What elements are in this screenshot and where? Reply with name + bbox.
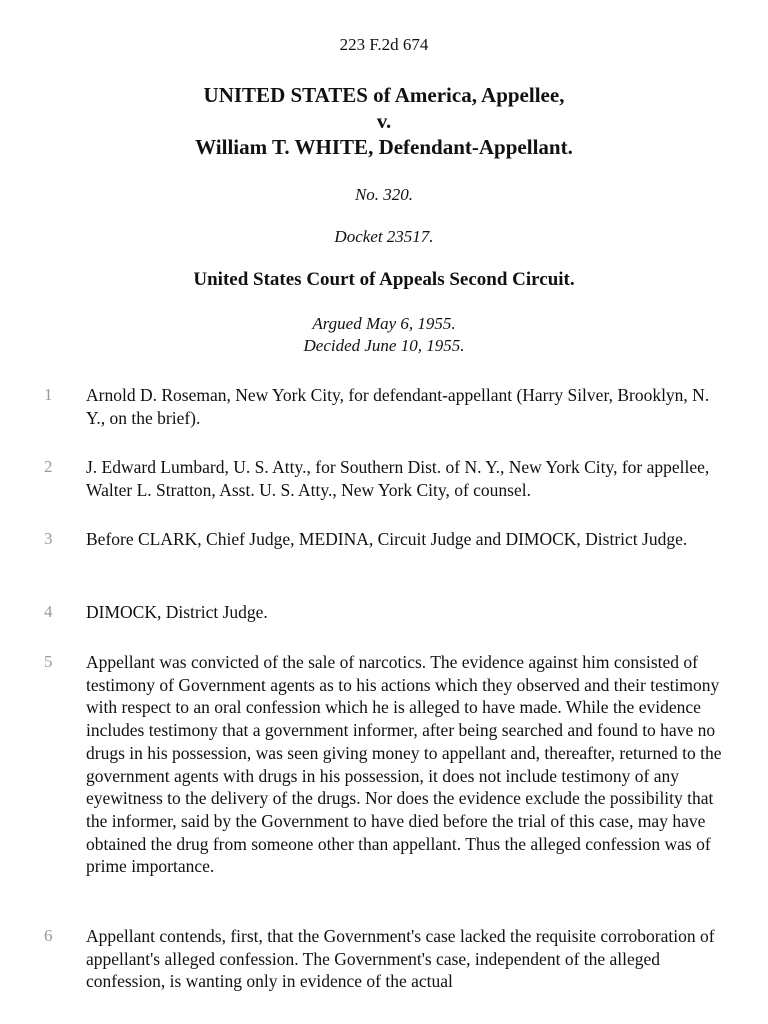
- case-citation: 223 F.2d 674: [339, 35, 429, 54]
- caption-versus: v.: [376, 109, 392, 133]
- docket-number: Docket 23517.: [334, 227, 434, 246]
- paragraph-text: J. Edward Lumbard, U. S. Atty., for Southern Dist. of N. Y., New York City, for appellee, Walter L. Stratton, Asst. U. S. Atty., New York City, of counsel.: [86, 457, 710, 500]
- paragraph-number: 1: [44, 385, 53, 404]
- paragraph-number: 3: [44, 529, 53, 548]
- case-number: No. 320.: [354, 185, 414, 204]
- paragraph-text: DIMOCK, District Judge.: [86, 602, 268, 622]
- paragraph-number: 4: [44, 602, 53, 621]
- paragraph-number: 6: [44, 926, 53, 945]
- paragraph-number: 2: [44, 457, 53, 476]
- caption-appellee: UNITED STATES of America, Appellee,: [203, 83, 565, 107]
- paragraph-text: Before CLARK, Chief Judge, MEDINA, Circuit Judge and DIMOCK, District Judge.: [86, 529, 688, 549]
- case-caption: [0, 82, 768, 160]
- paragraph-text: Appellant contends, first, that the Government's case lacked the requisite corroboration of appellant's alleged confession. The Government's case, independent of the alleged confession, is wanting only in evidence of the actual: [86, 926, 715, 992]
- paragraph-number: 5: [44, 652, 53, 671]
- paragraph-text: Appellant was convicted of the sale of narcotics. The evidence against him consisted of testimony of Government agents as to his actions which they observed and their testimony with respect to an oral confession which he is alleged to have made. While the evidence includes testimony that a government informer, after being searched and found to have no drugs in his possession, was seen giving money to appellant and, thereafter, returned to the government agents with drugs in his possession, it does not include testimony of any eyewitness to the delivery of the drugs. Nor does the evidence exclude the possibility that the informer, said by the Government to have died before the trial of this case, may have obtained the drug from someone other than appellant. Thus the alleged confession was of prime importance.: [86, 652, 722, 877]
- argued-date: Argued May 6, 1955.: [312, 314, 456, 333]
- paragraph-text: Arnold D. Roseman, New York City, for defendant-appellant (Harry Silver, Brooklyn, N. Y., on the brief).: [86, 385, 710, 428]
- caption-appellant: William T. WHITE, Defendant-Appellant.: [195, 135, 573, 159]
- court-name: United States Court of Appeals Second Circuit.: [193, 269, 575, 290]
- decided-date: Decided June 10, 1955.: [303, 336, 465, 355]
